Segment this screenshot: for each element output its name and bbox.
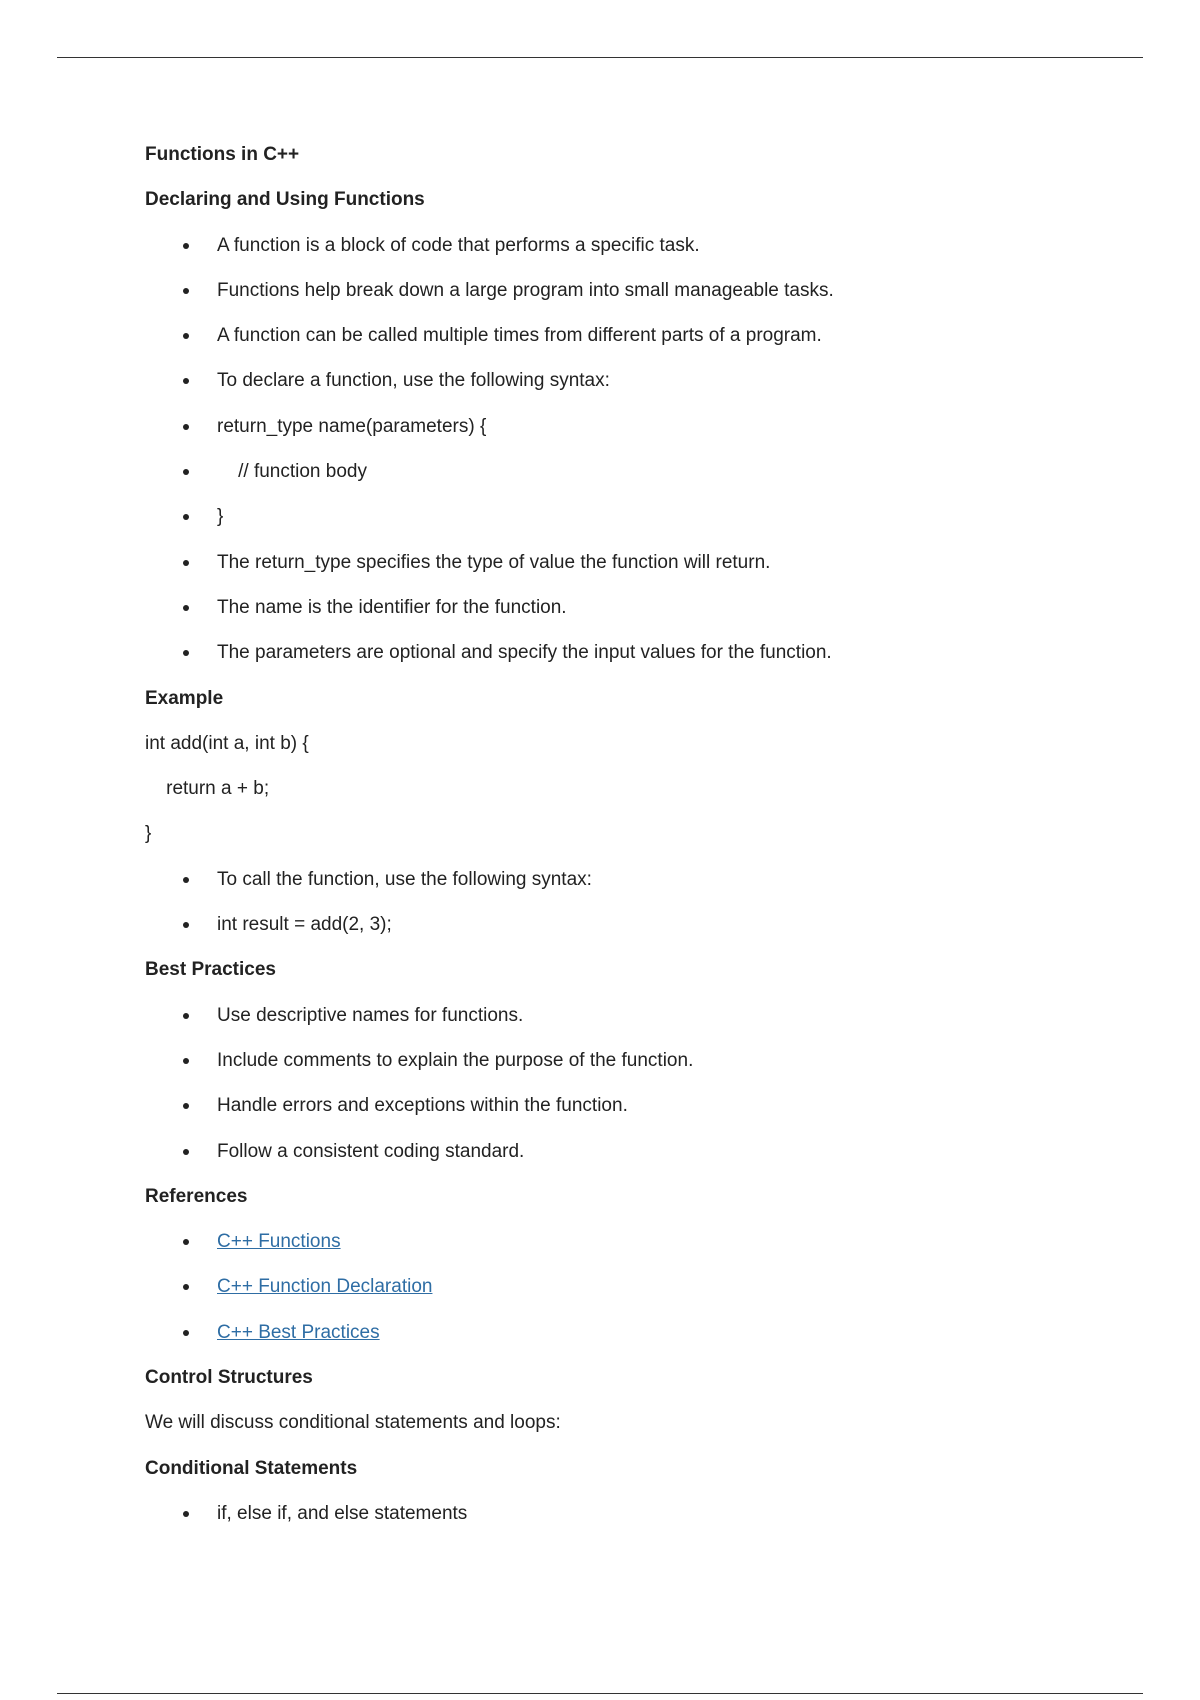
list-item: To call the function, use the following syntax: [145,865,1105,910]
list-item: Functions help break down a large program into small manageable tasks. [145,276,1105,321]
reference-link-functions[interactable]: C++ Functions [217,1231,341,1253]
list-item [145,1227,1105,1272]
list-item: A function can be called multiple times from different parts of a program. [145,321,1105,366]
list-item: Follow a consistent coding standard. [145,1137,1105,1182]
list-item: The name is the identifier for the function. [145,593,1105,638]
document-body [145,140,1105,1544]
header-rule [57,57,1143,58]
page-title: Functions in C++ [145,144,300,165]
reference-link-declaration[interactable]: C++ Function Declaration [217,1276,433,1298]
list-item: The return_type specifies the type of value the function will return. [145,548,1105,593]
code-line: int add(int a, int b) { [145,732,309,754]
section-heading: Declaring and Using Functions [145,189,425,211]
list-item: return_type name(parameters) { [145,412,1105,457]
code-line: } [145,823,152,845]
list-item [145,1318,1105,1363]
list-item: To declare a function, use the following syntax: [145,366,1105,411]
list-item: } [145,502,1105,547]
section-heading: Example [145,687,224,709]
section-heading: Conditional Statements [145,1457,358,1479]
list-item: Use descriptive names for functions. [145,1001,1105,1046]
paragraph: We will discuss conditional statements and loops: [145,1412,561,1434]
list-item: The parameters are optional and specify the input values for the function. [145,638,1105,683]
list-item: Handle errors and exceptions within the function. [145,1091,1105,1136]
section-heading: References [145,1185,248,1207]
list-item: A function is a block of code that performs a specific task. [145,231,1105,276]
list-item: Include comments to explain the purpose of the function. [145,1046,1105,1091]
section-heading: Control Structures [145,1367,313,1389]
list-item: int result = add(2, 3); [145,910,1105,955]
list-item: // function body [145,457,1105,502]
footer-rule [57,1693,1143,1694]
list-item [145,1272,1105,1317]
reference-link-best-practices[interactable]: C++ Best Practices [217,1321,380,1343]
code-line: return a + b; [145,778,270,800]
list-item: if, else if, and else statements [145,1499,1105,1544]
section-heading: Best Practices [145,959,276,981]
